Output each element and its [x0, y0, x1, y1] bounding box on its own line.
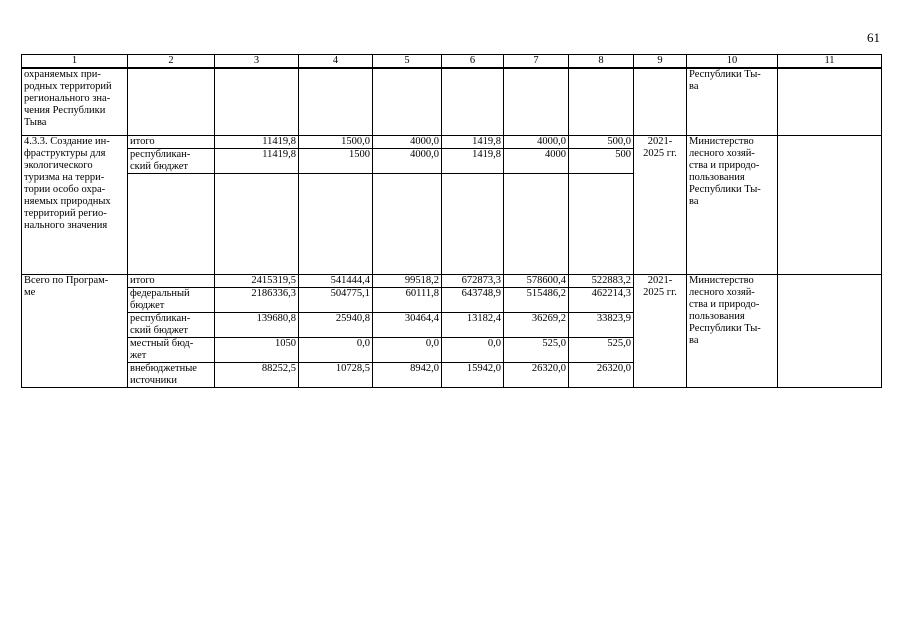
amount-cell: 15942,0 — [442, 363, 504, 388]
amount-cell: 2186336,3 — [215, 288, 299, 313]
column-header: 7 — [504, 55, 569, 69]
table-row — [22, 136, 882, 149]
amount-cell: 500,0 — [569, 136, 634, 149]
amount-cell: 0,0 — [373, 338, 442, 363]
continued-item-name: охраняемых при- родных территорий регионального зна- чения Республики Тыва — [22, 68, 128, 136]
amount-cell: 0,0 — [442, 338, 504, 363]
amount-cell: 4000,0 — [373, 136, 442, 149]
amount-cell: 643748,9 — [442, 288, 504, 313]
continued-executor: Республики Ты- ва — [687, 68, 778, 136]
funding-source: республикан- ский бюджет — [128, 149, 215, 174]
amount-cell: 500 — [569, 149, 634, 174]
amount-cell: 522883,2 — [569, 275, 634, 288]
amount-cell: 525,0 — [569, 338, 634, 363]
item-433-executor: Министерство лесного хозяй- ства и природо- пользования Республики Ты- ва — [687, 136, 778, 275]
funding-source: республикан- ский бюджет — [128, 313, 215, 338]
total-executor: Министерство лесного хозяй- ства и природо- пользования Республики Ты- ва — [687, 275, 778, 388]
amount-cell: 1419,8 — [442, 136, 504, 149]
amount-cell: 13182,4 — [442, 313, 504, 338]
amount-cell: 504775,1 — [299, 288, 373, 313]
page-number: 61 — [867, 30, 880, 45]
amount-cell: 4000,0 — [373, 149, 442, 174]
funding-source: итого — [128, 136, 215, 149]
total-name: Всего по Програм- ме — [22, 275, 128, 388]
amount-cell: 4000 — [504, 149, 569, 174]
column-number-row — [22, 55, 882, 69]
amount-cell: 541444,4 — [299, 275, 373, 288]
column-header: 1 — [22, 55, 128, 69]
amount-cell: 515486,2 — [504, 288, 569, 313]
amount-cell: 672873,3 — [442, 275, 504, 288]
amount-cell: 99518,2 — [373, 275, 442, 288]
column-header: 8 — [569, 55, 634, 69]
amount-cell: 1050 — [215, 338, 299, 363]
amount-cell: 1500 — [299, 149, 373, 174]
program-table — [21, 54, 882, 388]
funding-source: местный бюд- жет — [128, 338, 215, 363]
amount-cell: 11419,8 — [215, 136, 299, 149]
amount-cell: 462214,3 — [569, 288, 634, 313]
item-433-period: 2021- 2025 гг. — [634, 136, 687, 275]
amount-cell: 525,0 — [504, 338, 569, 363]
amount-cell: 26320,0 — [504, 363, 569, 388]
column-header: 9 — [634, 55, 687, 69]
amount-cell: 60111,8 — [373, 288, 442, 313]
amount-cell: 26320,0 — [569, 363, 634, 388]
amount-cell: 4000,0 — [504, 136, 569, 149]
column-header: 6 — [442, 55, 504, 69]
funding-source: итого — [128, 275, 215, 288]
funding-source: внебюджетные источники — [128, 363, 215, 388]
amount-cell: 139680,8 — [215, 313, 299, 338]
total-period: 2021- 2025 гг. — [634, 275, 687, 388]
amount-cell: 88252,5 — [215, 363, 299, 388]
amount-cell: 1419,8 — [442, 149, 504, 174]
amount-cell: 2415319,5 — [215, 275, 299, 288]
amount-cell: 36269,2 — [504, 313, 569, 338]
amount-cell: 1500,0 — [299, 136, 373, 149]
column-header: 10 — [687, 55, 778, 69]
column-header: 2 — [128, 55, 215, 69]
amount-cell: 33823,9 — [569, 313, 634, 338]
column-header: 4 — [299, 55, 373, 69]
amount-cell: 8942,0 — [373, 363, 442, 388]
amount-cell: 0,0 — [299, 338, 373, 363]
amount-cell: 11419,8 — [215, 149, 299, 174]
amount-cell: 10728,5 — [299, 363, 373, 388]
table-row — [22, 275, 882, 288]
column-header: 3 — [215, 55, 299, 69]
amount-cell: 30464,4 — [373, 313, 442, 338]
column-header: 11 — [778, 55, 882, 69]
column-header: 5 — [373, 55, 442, 69]
item-433-name: 4.3.3. Создание ин- фраструктуры для экологического туризма на терри- тории особо охра- няемых природных территорий регио- нального значения — [22, 136, 128, 275]
amount-cell: 25940,8 — [299, 313, 373, 338]
funding-source: федеральный бюджет — [128, 288, 215, 313]
amount-cell: 578600,4 — [504, 275, 569, 288]
table-row — [22, 68, 882, 136]
